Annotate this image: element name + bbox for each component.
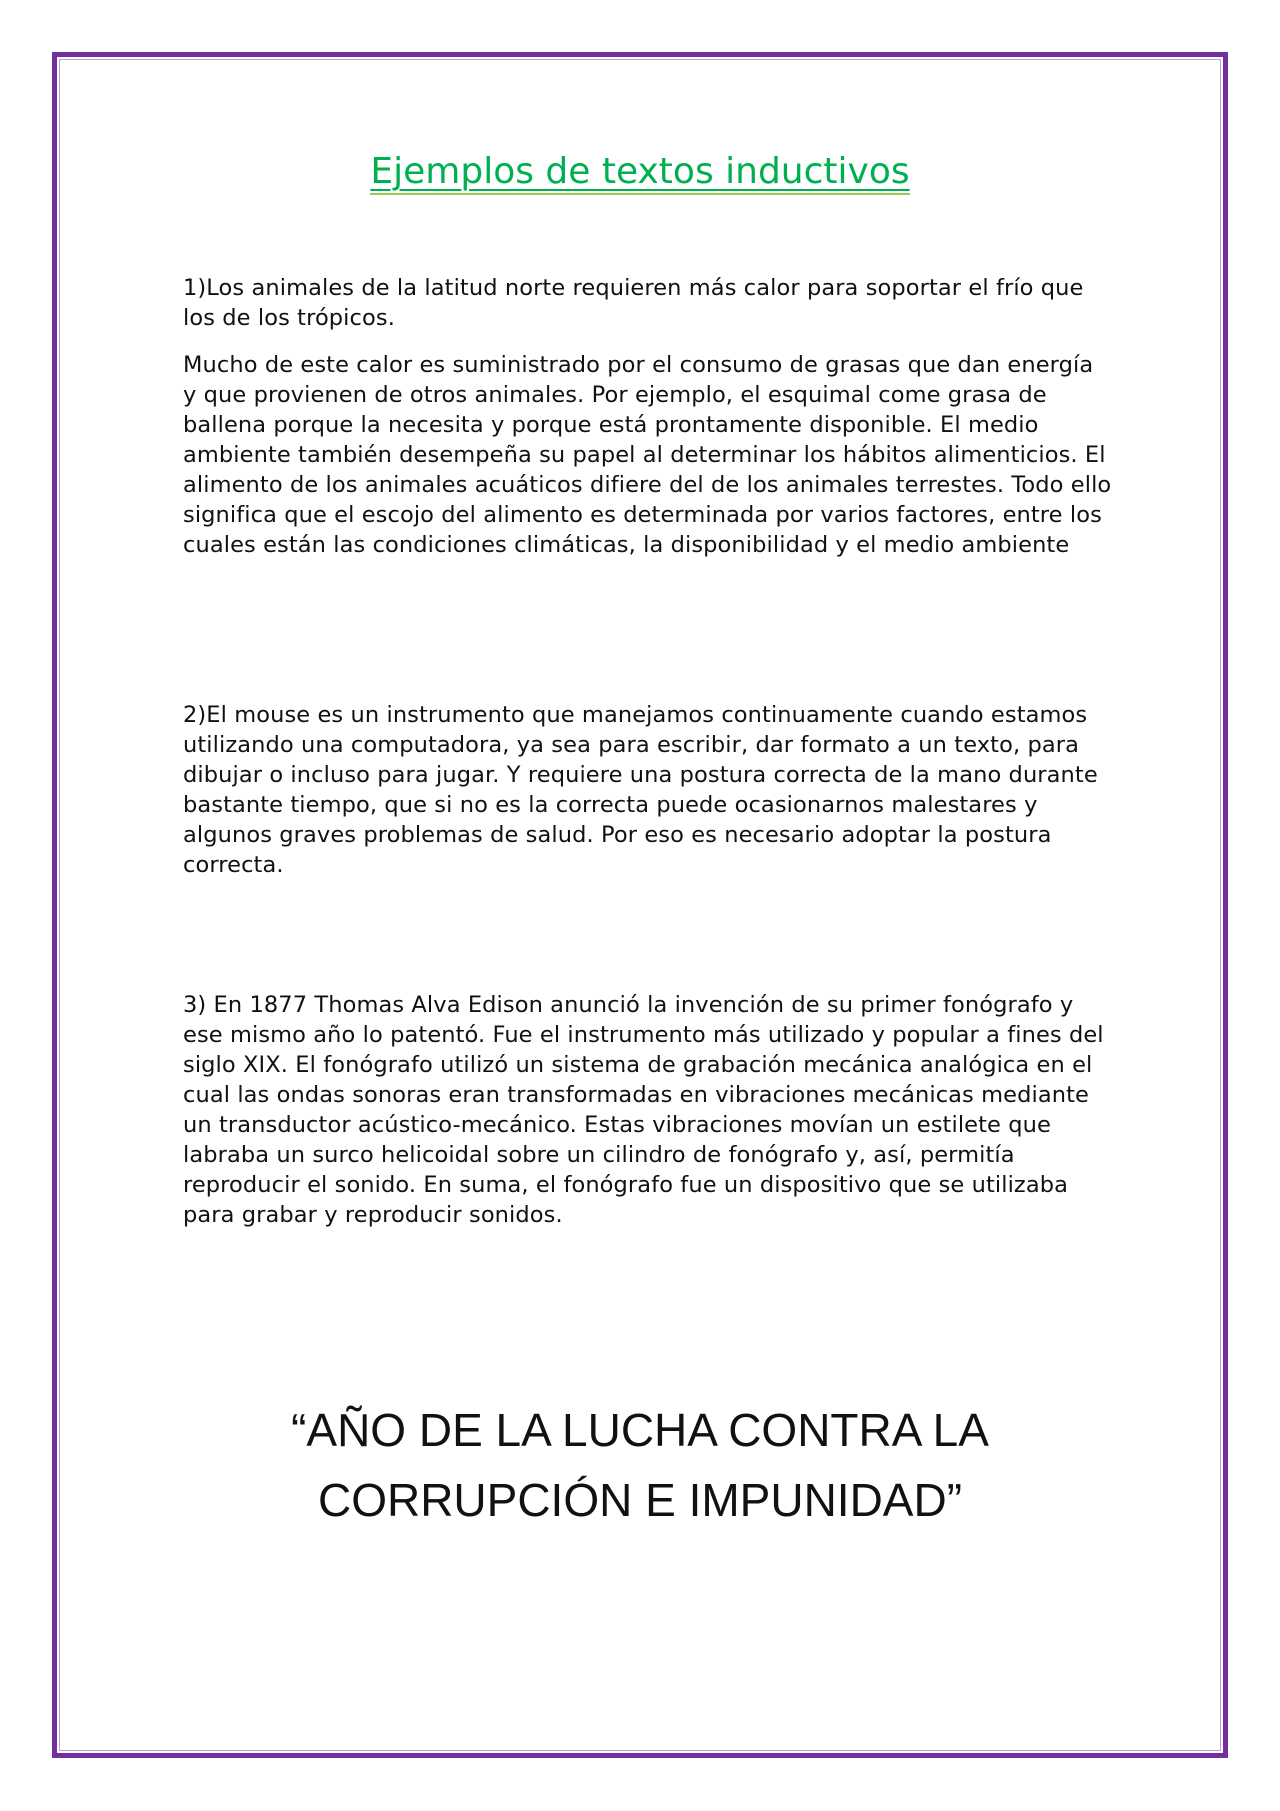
year-motto-line-1: “AÑO DE LA LUCHA CONTRA LA — [291, 1404, 989, 1456]
page-title-text: Ejemplos de textos inductivos — [370, 151, 909, 195]
paragraph-example-2: 2)El mouse es un instrumento que manejamos continuamente cuando estamos utilizando una computadora, ya sea para escribir, dar formato a un texto, para dibujar o incluso para jugar. Y requiere una postura correcta de la mano durante bastante tiempo, que si no es la correcta puede ocasionarnos malestares y algunos graves problemas de salud. Por eso es necesario adoptar la postura correcta. — [183, 702, 1098, 878]
page-title — [0, 150, 1280, 193]
paragraph-example-3: 3) En 1877 Thomas Alva Edison anunció la invención de su primer fonógrafo y ese mismo año lo patentó. Fue el instrumento más utilizado y popular a fines del siglo XIX. El fonógrafo utilizó un sistema de grabación mecánica analógica en el cual las ondas sonoras eran transformadas en vibraciones mecánicas mediante un transductor acústico-mecánico. Estas vibraciones movían un estilete que labraba un surco helicoidal sobre un cilindro de fonógrafo y, así, permitía reproducir el sonido. En suma, el fonógrafo fue un dispositivo que se utilizaba para grabar y reproducir sonidos. — [183, 992, 1104, 1228]
paragraph-example-1-intro: 1)Los animales de la latitud norte requieren más calor para soportar el frío que los de los trópicos. — [183, 275, 1084, 331]
paragraph-example-1-body: Mucho de este calor es suministrado por el consumo de grasas que dan energía y que provienen de otros animales. Por ejemplo, el esquimal come grasa de ballena porque la necesita y porque está prontamente disponible. El medio ambiente también desempeña su papel al determinar los hábitos alimenticios. El alimento de los animales acuáticos difiere del de los animales terrestes. Todo ello significa que el escojo del alimento es determinada por varios factores, entre los cuales están las condiciones climáticas, la disponibilidad y el medio ambiente — [183, 352, 1112, 558]
year-motto — [0, 1395, 1280, 1535]
year-motto-line-2: CORRUPCIÓN E IMPUNIDAD” — [317, 1474, 963, 1526]
